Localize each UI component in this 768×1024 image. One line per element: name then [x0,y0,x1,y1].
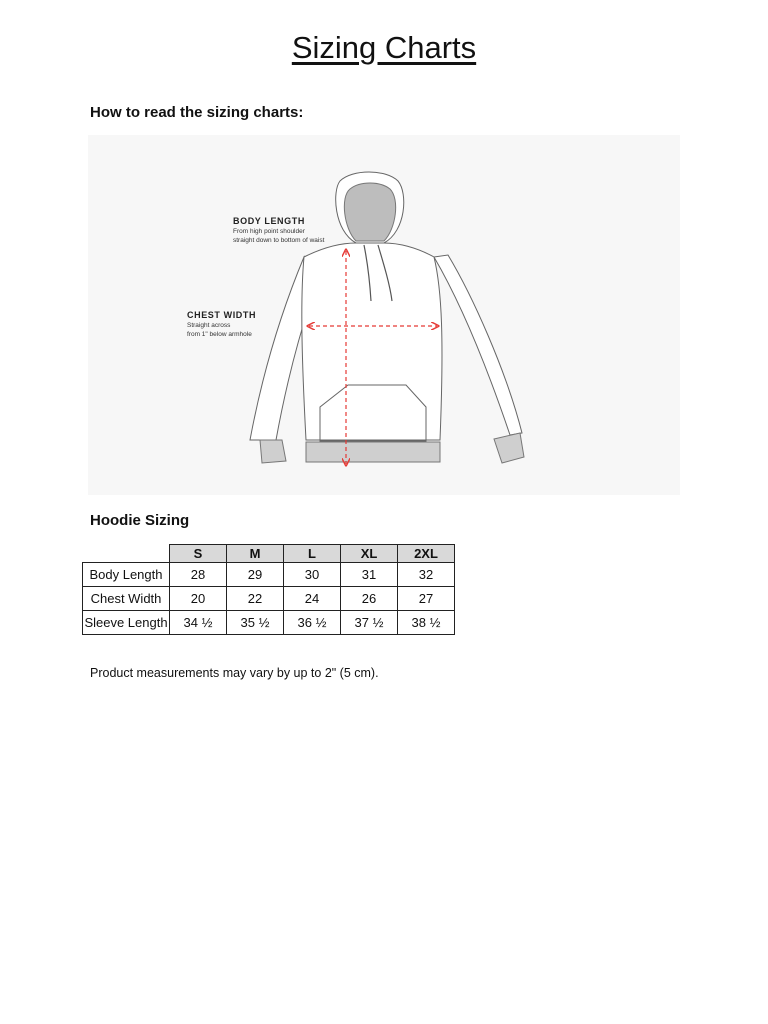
table-cell: 37 ½ [341,611,398,635]
table-row [83,611,455,635]
row-label: Chest Width [83,587,170,611]
left-sleeve [250,257,310,440]
table-cell: 26 [341,587,398,611]
page-title: Sizing Charts [291,30,477,65]
size-header: XL [341,545,398,563]
table-cell: 38 ½ [398,611,455,635]
table-cell: 35 ½ [227,611,284,635]
right-sleeve [434,255,522,435]
body-length-title: BODY LENGTH [233,216,305,226]
hoodie-illustration [88,135,680,495]
table-cell: 22 [227,587,284,611]
hoodie-sizing-heading: Hoodie Sizing [90,512,190,529]
left-cuff [260,440,286,463]
hoodie-body [302,243,442,440]
table-cell: 36 ½ [284,611,341,635]
size-header: 2XL [398,545,455,563]
size-header: M [227,545,284,563]
chest-width-desc-1: Straight across [187,322,231,329]
row-label: Body Length [83,563,170,587]
hoodie-measurement-diagram [88,135,680,495]
table-cell: 24 [284,587,341,611]
chest-width-desc-2: from 1" below armhole [187,331,252,338]
table-cell: 31 [341,563,398,587]
right-cuff [494,433,524,463]
hood-inner [344,183,395,241]
row-label: Sleeve Length [83,611,170,635]
table-corner [83,545,170,563]
table-row [83,563,455,587]
table-cell: 28 [170,563,227,587]
table-cell: 20 [170,587,227,611]
hoodie-sizing-table [82,544,455,635]
table-cell: 30 [284,563,341,587]
how-to-read-heading: How to read the sizing charts: [90,104,304,121]
size-header: L [284,545,341,563]
body-length-desc-1: From high point shoulder [233,228,305,235]
waistband [306,442,440,462]
table-cell: 27 [398,587,455,611]
size-header: S [170,545,227,563]
table-cell: 32 [398,563,455,587]
table-row [83,587,455,611]
table-cell: 34 ½ [170,611,227,635]
body-length-desc-2: straight down to bottom of waist [233,237,325,244]
table-cell: 29 [227,563,284,587]
size-header-row [83,545,455,563]
measurement-note: Product measurements may vary by up to 2" (5 cm). [90,666,379,680]
chest-width-title: CHEST WIDTH [187,310,257,320]
